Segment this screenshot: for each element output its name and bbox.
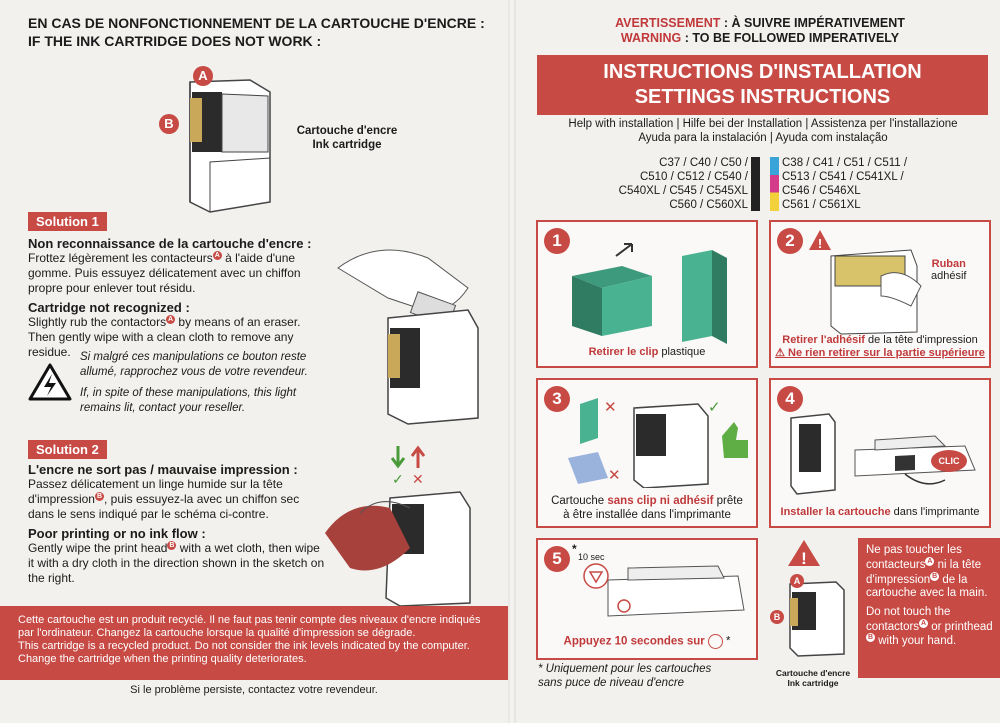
footnote-line-1: * Uniquement pour les cartouches: [538, 663, 712, 675]
warning-en-label: WARNING: [620, 31, 682, 45]
model-black-row: C510 / C512 / C540 /: [639, 171, 748, 183]
model-black-row: C540XL / C545 / C545XL: [618, 185, 748, 197]
solution1-body-fr-1: Frottez légèrement les contacteurs: [28, 251, 213, 265]
clic-burst: CLIC: [931, 450, 967, 472]
warning-header: [530, 16, 990, 46]
mark-b: B: [169, 542, 175, 549]
side-cartridge-caption: [768, 668, 858, 688]
eraser-hand-illustration: [328, 228, 498, 428]
step1-caption-rest: plastique: [658, 346, 706, 358]
ready-cartridge-illustration: [558, 388, 754, 488]
adhesif-text: adhésif: [931, 270, 967, 282]
model-black-row: C560 / C560XL: [669, 199, 748, 211]
side-caption-en: Ink cartridge: [787, 678, 839, 688]
warning-fr-text: : À SUIVRE IMPÉRATIVEMENT: [720, 16, 905, 30]
ruban-label: [931, 258, 966, 282]
step5-star: *: [572, 542, 577, 556]
step5-caption-rest: *: [722, 635, 731, 648]
cartridge-illustration: [150, 62, 290, 222]
step2-caption-rest: de la tête d'impression: [864, 334, 978, 346]
label-b-badge: B: [159, 114, 179, 134]
footer-text: [18, 614, 496, 666]
note-fr-1: Ne pas toucher les contacteurs: [866, 544, 962, 571]
left-footer-banner: [0, 606, 508, 680]
step5-footnote: [538, 662, 711, 690]
warning-lightning-icon: [28, 362, 72, 402]
step2-caption-warning: Ne rien retirer sur la partie supérieure: [788, 347, 985, 359]
banner-title-1: INSTRUCTIONS D'INSTALLATION: [603, 61, 922, 83]
solution2-body-fr-1: Passez délicatement un linge humide sur la tête d'impression: [28, 477, 283, 506]
mark-a: A: [168, 316, 174, 323]
solution1-body-fr-2: à l'aide d'une gomme. Puis essuyez délicatement avec un chiffon propre pour enlever tout résidu.: [28, 251, 301, 295]
solution1-title-fr: Non reconnaissance de la cartouche d'encre :: [28, 236, 312, 251]
printer-illustration: [578, 550, 748, 630]
side-label-b: B: [770, 610, 784, 624]
svg-text:✕: ✕: [608, 467, 621, 484]
side-label-a: A: [790, 574, 804, 588]
solution1-text: [28, 236, 328, 360]
small-warning-icon: ⚠: [775, 347, 789, 359]
mark-b: B: [867, 634, 874, 642]
svg-text:!: !: [801, 549, 807, 568]
step5-panel: [536, 538, 758, 660]
page-fold: [508, 0, 516, 723]
note-en-1: Do not touch the contactors: [866, 605, 951, 633]
note-en-3: with your hand.: [878, 635, 957, 648]
model-color-row: C546 / C546XL: [782, 185, 861, 197]
step3-caption-red: sans clip ni adhésif: [607, 495, 714, 507]
touch-warning-box: [858, 538, 1000, 678]
svg-text:✕: ✕: [412, 471, 424, 487]
solution2-tag: Solution 2: [28, 440, 107, 459]
svg-text:✓: ✓: [392, 471, 404, 487]
step5-caption-red: Appuyez 10 secondes sur: [563, 635, 705, 648]
step3-number: 3: [544, 386, 570, 412]
model-color-row: C513 / C541 / C541XL /: [782, 171, 904, 183]
solution1-body-en-1: Slightly rub the contactors: [28, 315, 167, 329]
step1-caption-red: Retirer le clip: [588, 346, 659, 358]
black-ink-bar: [751, 157, 760, 211]
color-ink-bar: [770, 157, 779, 211]
step2-panel: [769, 220, 991, 368]
bottom-note: Si le problème persiste, contactez votre revendeur.: [130, 684, 378, 696]
solution1-body-en-2: by means of an eraser. Then gently wipe with a clean cloth to remove any residue.: [28, 315, 301, 359]
step3-caption-b: prête: [713, 495, 743, 507]
footer-fr: Cette cartouche est un produit recyclé. Il ne faut pas tenir compte des niveaux d'encre indiqués par l'ordinateur. Changez la cartouche lorsque la qualité d'impression se dégrade.: [18, 614, 481, 639]
adhesive-tape-illustration: [821, 236, 931, 336]
warning-en-text: : TO BE FOLLOWED IMPERATIVELY: [681, 31, 900, 45]
mark-a: A: [214, 252, 220, 259]
solution1-note: [80, 350, 330, 416]
cartridge-caption: [282, 124, 412, 152]
footer-en: This cartridge is a recycled product. Do not consider the ink levels indicated by the computer. Change the cartridge when the printing quality deteriorates.: [18, 640, 470, 665]
solution2-title-fr: L'encre ne sort pas / mauvaise impression :: [28, 462, 298, 477]
step4-number: 4: [777, 386, 803, 412]
models-black-list: [560, 156, 748, 212]
clip-illustration: [562, 236, 742, 346]
help-line-2: Ayuda para la instalación | Ayuda com instalação: [638, 132, 888, 144]
solution1-tag: Solution 1: [28, 212, 107, 231]
step3-panel: [536, 378, 758, 528]
model-color-row: C38 / C41 / C51 / C511 /: [782, 157, 908, 169]
help-line-1: Help with installation | Hilfe bei der Installation | Assistenza per l'installazione: [568, 118, 958, 130]
banner-title-2: SETTINGS INSTRUCTIONS: [634, 86, 891, 108]
solution1-title-en: Cartridge not recognized :: [28, 300, 190, 315]
footnote-line-2: sans puce de niveau d'encre: [538, 677, 685, 689]
heading-en: IF THE INK CARTRIDGE DOES NOT WORK :: [28, 33, 322, 49]
svg-text:✕: ✕: [604, 399, 617, 416]
ruban-text: Ruban: [931, 258, 966, 270]
warning-fr-label: AVERTISSEMENT: [615, 16, 721, 30]
step3-caption-line2: à être installée dans l'imprimante: [563, 509, 731, 521]
solution2-body-en-2: with a wet cloth, then wipe it with a dry cloth in the direction shown in the sketch on the right.: [28, 541, 325, 585]
wipe-printhead-illustration: [320, 438, 500, 608]
instructions-banner: [537, 55, 988, 115]
step4-caption-red: Installer la cartouche: [780, 506, 891, 518]
warning-triangle-icon: [786, 538, 822, 568]
solution2-title-en: Poor printing or no ink flow :: [28, 526, 206, 541]
mark-b: B: [96, 493, 103, 500]
note-fr-3: de la cartouche avec la main.: [866, 573, 988, 599]
svg-text:✓: ✓: [708, 399, 721, 416]
stop-button-icon: [708, 634, 723, 649]
touch-warning-text: [866, 544, 994, 648]
step5-number: 5: [544, 546, 570, 572]
mark-a: A: [927, 558, 933, 565]
note-fr-2: ni la tête d'impression: [866, 558, 982, 586]
solution2-body-fr-2: , puis essuyez-la avec un chiffon sec dans le sens indiqué par le schéma ci-contre.: [28, 492, 300, 521]
side-caption-fr: Cartouche d'encre: [775, 668, 851, 678]
solution2-body-en-1: Gently wipe the print head: [28, 541, 168, 555]
step1-panel: [536, 220, 758, 368]
step2-number: 2: [777, 228, 803, 254]
step4-caption-rest: dans l'imprimante: [890, 506, 980, 518]
step5-timer: 10 sec: [578, 552, 605, 562]
side-cartridge-illustration: [776, 576, 850, 658]
models-color-list: [782, 156, 982, 212]
step4-panel: [769, 378, 991, 528]
help-lines: [530, 117, 996, 145]
solution2-text: [28, 462, 328, 586]
mark-b: B: [932, 572, 938, 580]
note-en-2: or printhead: [931, 620, 993, 633]
model-color-row: C561 / C561XL: [782, 199, 861, 211]
label-a-badge: A: [193, 66, 213, 86]
heading-fr: EN CAS DE NONFONCTIONNEMENT DE LA CARTOUCHE D'ENCRE :: [28, 15, 485, 31]
note-fr: Si malgré ces manipulations ce bouton reste allumé, rapprochez vous de votre revendeur.: [80, 351, 308, 378]
step3-caption-a: Cartouche: [551, 495, 608, 507]
cartridge-caption-en: Ink cartridge: [312, 139, 382, 151]
mark-a: A: [921, 619, 927, 627]
step1-number: 1: [544, 228, 570, 254]
left-heading: [28, 14, 485, 50]
svg-text:!: !: [817, 236, 823, 251]
step2-caption-red: Retirer l'adhésif: [782, 334, 865, 346]
cartridge-caption-fr: Cartouche d'encre: [296, 125, 398, 137]
note-en: If, in spite of these manipulations, this light remains lit, contact your reseller.: [80, 387, 297, 414]
model-black-row: C37 / C40 / C50 /: [659, 157, 748, 169]
